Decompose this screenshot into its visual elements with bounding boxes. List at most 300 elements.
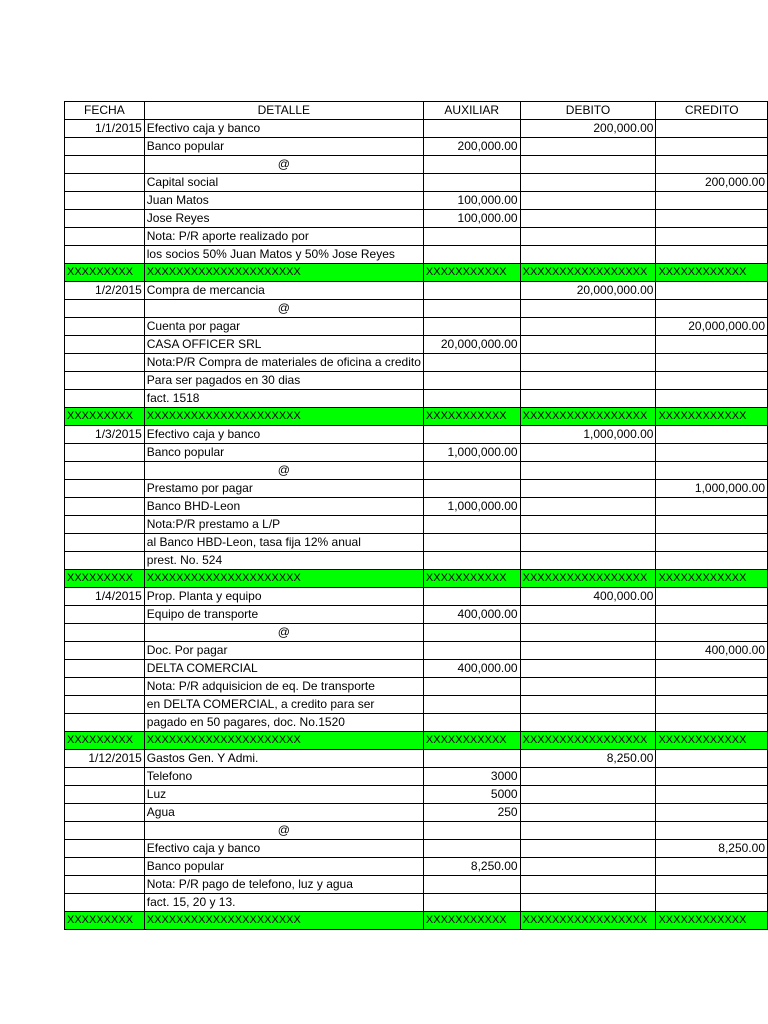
separator-text: XXXXXXXXX [67, 410, 134, 422]
separator-cell [656, 732, 768, 750]
separator-cell [520, 912, 656, 930]
detalle-text: @ [277, 823, 290, 837]
fecha-cell: 1/1/2015 [65, 120, 145, 138]
detalle-cell [144, 786, 423, 804]
fecha-cell [65, 606, 145, 624]
separator-text: XXXXXXXXX [67, 914, 134, 926]
fecha-cell [65, 480, 145, 498]
journal-row [65, 588, 768, 606]
journal-row [65, 750, 768, 768]
auxiliar-cell [423, 156, 520, 174]
separator-text: XXXXXXXXXXXX [658, 734, 747, 746]
debito-cell [520, 894, 656, 912]
separator-cell [144, 732, 423, 750]
journal-row [65, 300, 768, 318]
header-credito: CREDITO [656, 102, 768, 120]
auxiliar-cell [423, 480, 520, 498]
detalle-cell [144, 642, 423, 660]
detalle-cell [144, 768, 423, 786]
journal-table [64, 101, 768, 930]
header-fecha: FECHA [65, 102, 145, 120]
journal-row [65, 822, 768, 840]
separator-cell [656, 408, 768, 426]
detalle-text: Nota: P/R aporte realizado por [146, 229, 309, 243]
debito-cell [520, 462, 656, 480]
detalle-text: fact. 15, 20 y 13. [146, 895, 236, 909]
debito-cell [520, 138, 656, 156]
fecha-cell: 1/2/2015 [65, 282, 145, 300]
credito-cell [656, 282, 768, 300]
auxiliar-cell: 250 [423, 804, 520, 822]
credito-cell [656, 588, 768, 606]
debito-cell: 20,000,000.00 [520, 282, 656, 300]
fecha-cell [65, 768, 145, 786]
journal-row [65, 606, 768, 624]
credito-cell [656, 714, 768, 732]
credito-cell [656, 552, 768, 570]
detalle-cell [144, 282, 423, 300]
separator-text: XXXXXXXXXXXX [658, 410, 747, 422]
header-detalle: DETALLE [144, 102, 423, 120]
detalle-text: prest. No. 524 [146, 553, 223, 567]
debito-cell [520, 678, 656, 696]
debito-cell [520, 822, 656, 840]
detalle-text: @ [277, 463, 290, 477]
debito-cell [520, 840, 656, 858]
detalle-text: Jose Reyes [146, 211, 210, 225]
detalle-cell [144, 750, 423, 768]
header-row [65, 102, 768, 120]
journal-row [65, 444, 768, 462]
separator-text: XXXXXXXXXXXXXXXXXXXXX [146, 572, 301, 584]
auxiliar-cell [423, 696, 520, 714]
detalle-text: Para ser pagados en 30 dias [146, 373, 301, 387]
detalle-cell [144, 858, 423, 876]
journal-row [65, 354, 768, 372]
fecha-cell [65, 174, 145, 192]
auxiliar-cell [423, 300, 520, 318]
detalle-cell [144, 498, 423, 516]
separator-cell [144, 408, 423, 426]
detalle-text: fact. 1518 [146, 391, 200, 405]
separator-row [65, 570, 768, 588]
debito-cell [520, 336, 656, 354]
separator-cell [65, 264, 145, 282]
journal-row [65, 804, 768, 822]
detalle-cell [144, 120, 423, 138]
detalle-cell [144, 534, 423, 552]
detalle-text: al Banco HBD-Leon, tasa fija 12% anual [146, 535, 361, 549]
auxiliar-cell [423, 228, 520, 246]
journal-row [65, 660, 768, 678]
detalle-text: Efectivo caja y banco [146, 121, 261, 135]
separator-text: XXXXXXXXXXXXXXXXXXXXX [146, 410, 301, 422]
journal-row [65, 516, 768, 534]
detalle-text: Juan Matos [146, 193, 209, 207]
credito-cell [656, 696, 768, 714]
debito-cell [520, 696, 656, 714]
detalle-text: Telefono [146, 769, 193, 783]
separator-row [65, 408, 768, 426]
auxiliar-cell [423, 282, 520, 300]
separator-cell [144, 264, 423, 282]
journal-row [65, 336, 768, 354]
separator-cell [656, 912, 768, 930]
fecha-cell [65, 858, 145, 876]
header-auxiliar: AUXILIAR [423, 102, 520, 120]
credito-cell [656, 498, 768, 516]
credito-cell [656, 228, 768, 246]
auxiliar-cell [423, 876, 520, 894]
credito-cell [656, 372, 768, 390]
separator-text: XXXXXXXXXXX [425, 266, 507, 278]
auxiliar-cell: 1,000,000.00 [423, 444, 520, 462]
detalle-cell [144, 606, 423, 624]
separator-cell [65, 570, 145, 588]
separator-text: XXXXXXXXXXXXXXXXXXXXX [146, 914, 301, 926]
fecha-cell [65, 822, 145, 840]
debito-cell [520, 624, 656, 642]
separator-cell [520, 570, 656, 588]
credito-cell [656, 354, 768, 372]
debito-cell [520, 534, 656, 552]
debito-cell [520, 876, 656, 894]
detalle-cell [144, 678, 423, 696]
detalle-text: Banco popular [146, 139, 225, 153]
detalle-cell [144, 156, 423, 174]
separator-cell [65, 408, 145, 426]
auxiliar-cell [423, 426, 520, 444]
separator-text: XXXXXXXXXXX [425, 734, 507, 746]
fecha-cell [65, 462, 145, 480]
auxiliar-cell [423, 534, 520, 552]
fecha-cell [65, 318, 145, 336]
detalle-cell [144, 372, 423, 390]
detalle-cell [144, 138, 423, 156]
fecha-cell [65, 714, 145, 732]
separator-cell [520, 264, 656, 282]
detalle-text: Efectivo caja y banco [146, 841, 261, 855]
fecha-cell [65, 660, 145, 678]
detalle-cell [144, 516, 423, 534]
detalle-cell [144, 246, 423, 264]
auxiliar-cell [423, 840, 520, 858]
separator-cell [520, 408, 656, 426]
debito-cell [520, 354, 656, 372]
auxiliar-cell [423, 894, 520, 912]
credito-cell: 20,000,000.00 [656, 318, 768, 336]
debito-cell [520, 300, 656, 318]
fecha-cell [65, 642, 145, 660]
debito-cell: 8,250.00 [520, 750, 656, 768]
fecha-cell [65, 624, 145, 642]
detalle-text: Prestamo por pagar [146, 481, 253, 495]
auxiliar-cell [423, 714, 520, 732]
detalle-cell [144, 552, 423, 570]
debito-cell [520, 480, 656, 498]
detalle-text: @ [277, 301, 290, 315]
journal-row [65, 318, 768, 336]
debito-cell [520, 390, 656, 408]
journal-row [65, 426, 768, 444]
auxiliar-cell: 200,000.00 [423, 138, 520, 156]
debito-cell [520, 156, 656, 174]
detalle-cell [144, 300, 423, 318]
detalle-cell [144, 588, 423, 606]
detalle-text: pagado en 50 pagares, doc. No.1520 [146, 715, 345, 729]
debito-cell [520, 174, 656, 192]
journal-row [65, 768, 768, 786]
journal-body [65, 120, 768, 930]
journal-row [65, 228, 768, 246]
journal-row [65, 462, 768, 480]
separator-cell [423, 264, 520, 282]
credito-cell [656, 300, 768, 318]
fecha-cell [65, 336, 145, 354]
debito-cell: 200,000.00 [520, 120, 656, 138]
journal-row [65, 156, 768, 174]
separator-cell [423, 732, 520, 750]
credito-cell [656, 426, 768, 444]
credito-cell [656, 534, 768, 552]
auxiliar-cell [423, 750, 520, 768]
credito-cell [656, 120, 768, 138]
fecha-cell [65, 534, 145, 552]
credito-cell [656, 606, 768, 624]
detalle-cell [144, 444, 423, 462]
fecha-cell [65, 804, 145, 822]
detalle-cell [144, 354, 423, 372]
journal-row [65, 678, 768, 696]
credito-cell [656, 660, 768, 678]
detalle-cell [144, 696, 423, 714]
credito-cell: 8,250.00 [656, 840, 768, 858]
detalle-text: los socios 50% Juan Matos y 50% Jose Reyes [146, 247, 395, 261]
journal-row [65, 138, 768, 156]
credito-cell [656, 750, 768, 768]
detalle-cell [144, 624, 423, 642]
separator-text: XXXXXXXXXXXX [658, 266, 747, 278]
fecha-cell [65, 192, 145, 210]
separator-cell [423, 570, 520, 588]
auxiliar-cell [423, 642, 520, 660]
debito-cell [520, 516, 656, 534]
detalle-text: Banco BHD-Leon [146, 499, 241, 513]
credito-cell: 200,000.00 [656, 174, 768, 192]
auxiliar-cell [423, 516, 520, 534]
separator-row [65, 264, 768, 282]
debito-cell [520, 210, 656, 228]
detalle-text: en DELTA COMERCIAL, a credito para ser [146, 697, 375, 711]
detalle-text: Cuenta por pagar [146, 319, 241, 333]
separator-cell [656, 570, 768, 588]
detalle-text: Banco popular [146, 445, 225, 459]
journal-row [65, 714, 768, 732]
separator-text: XXXXXXXXXXXXXXXXX [522, 572, 648, 584]
detalle-cell [144, 192, 423, 210]
debito-cell [520, 246, 656, 264]
fecha-cell [65, 786, 145, 804]
detalle-cell [144, 318, 423, 336]
detalle-cell [144, 210, 423, 228]
detalle-cell [144, 876, 423, 894]
credito-cell [656, 678, 768, 696]
auxiliar-cell [423, 588, 520, 606]
credito-cell: 400,000.00 [656, 642, 768, 660]
detalle-text: @ [277, 625, 290, 639]
auxiliar-cell: 1,000,000.00 [423, 498, 520, 516]
journal-row [65, 858, 768, 876]
detalle-cell [144, 426, 423, 444]
detalle-cell [144, 714, 423, 732]
separator-text: XXXXXXXXXXXXXXXXX [522, 734, 648, 746]
fecha-cell [65, 552, 145, 570]
detalle-cell [144, 480, 423, 498]
debito-cell [520, 858, 656, 876]
header-debito: DEBITO [520, 102, 656, 120]
auxiliar-cell: 100,000.00 [423, 192, 520, 210]
journal-row [65, 696, 768, 714]
credito-cell [656, 336, 768, 354]
fecha-cell [65, 210, 145, 228]
separator-row [65, 732, 768, 750]
journal-row [65, 120, 768, 138]
separator-text: XXXXXXXXXXXXXXXXXXXXX [146, 266, 301, 278]
separator-cell [65, 732, 145, 750]
detalle-cell [144, 804, 423, 822]
debito-cell [520, 804, 656, 822]
detalle-text: Banco popular [146, 859, 225, 873]
journal-row [65, 174, 768, 192]
auxiliar-cell: 8,250.00 [423, 858, 520, 876]
journal-row [65, 246, 768, 264]
debito-cell [520, 642, 656, 660]
debito-cell [520, 228, 656, 246]
fecha-cell [65, 894, 145, 912]
credito-cell [656, 894, 768, 912]
detalle-text: Nota: P/R adquisicion de eq. De transporte [146, 679, 375, 693]
credito-cell [656, 210, 768, 228]
auxiliar-cell: 100,000.00 [423, 210, 520, 228]
separator-text: XXXXXXXXX [67, 266, 134, 278]
auxiliar-cell: 20,000,000.00 [423, 336, 520, 354]
detalle-cell [144, 174, 423, 192]
credito-cell [656, 822, 768, 840]
fecha-cell [65, 696, 145, 714]
debito-cell [520, 606, 656, 624]
separator-cell [144, 570, 423, 588]
fecha-cell [65, 300, 145, 318]
fecha-cell [65, 228, 145, 246]
separator-cell [656, 264, 768, 282]
auxiliar-cell [423, 624, 520, 642]
fecha-cell [65, 372, 145, 390]
separator-cell [65, 912, 145, 930]
credito-cell [656, 876, 768, 894]
fecha-cell [65, 156, 145, 174]
auxiliar-cell [423, 678, 520, 696]
separator-text: XXXXXXXXXXXXXXXXX [522, 914, 648, 926]
auxiliar-cell [423, 246, 520, 264]
credito-cell [656, 444, 768, 462]
auxiliar-cell [423, 354, 520, 372]
debito-cell: 1,000,000.00 [520, 426, 656, 444]
debito-cell [520, 786, 656, 804]
debito-cell [520, 768, 656, 786]
separator-text: XXXXXXXXXXX [425, 410, 507, 422]
journal-row [65, 192, 768, 210]
detalle-text: Doc. Por pagar [146, 643, 228, 657]
journal-row [65, 552, 768, 570]
separator-text: XXXXXXXXXXXXXXXXX [522, 410, 648, 422]
detalle-text: Equipo de transporte [146, 607, 259, 621]
credito-cell [656, 768, 768, 786]
auxiliar-cell [423, 822, 520, 840]
detalle-text: Compra de mercancia [146, 283, 265, 297]
journal-row [65, 642, 768, 660]
fecha-cell: 1/4/2015 [65, 588, 145, 606]
debito-cell [520, 498, 656, 516]
detalle-text: Capital social [146, 175, 219, 189]
auxiliar-cell: 400,000.00 [423, 606, 520, 624]
detalle-text: Efectivo caja y banco [146, 427, 261, 441]
separator-text: XXXXXXXXXXXX [658, 914, 747, 926]
debito-cell [520, 372, 656, 390]
detalle-text: Nota: P/R pago de telefono, luz y agua [146, 877, 353, 891]
debito-cell [520, 192, 656, 210]
debito-cell: 400,000.00 [520, 588, 656, 606]
fecha-cell [65, 354, 145, 372]
detalle-cell [144, 336, 423, 354]
separator-text: XXXXXXXXX [67, 734, 134, 746]
journal-row [65, 624, 768, 642]
journal-row [65, 786, 768, 804]
detalle-text: Agua [146, 805, 175, 819]
separator-row [65, 912, 768, 930]
credito-cell [656, 804, 768, 822]
separator-cell [423, 912, 520, 930]
auxiliar-cell [423, 552, 520, 570]
auxiliar-cell: 3000 [423, 768, 520, 786]
debito-cell [520, 714, 656, 732]
auxiliar-cell: 5000 [423, 786, 520, 804]
fecha-cell [65, 876, 145, 894]
fecha-cell [65, 678, 145, 696]
fecha-cell: 1/3/2015 [65, 426, 145, 444]
detalle-text: Nota:P/R Compra de materiales de oficina a credito [146, 355, 421, 369]
auxiliar-cell [423, 120, 520, 138]
debito-cell [520, 552, 656, 570]
fecha-cell: 1/12/2015 [65, 750, 145, 768]
detalle-text: Luz [146, 787, 167, 801]
auxiliar-cell [423, 318, 520, 336]
auxiliar-cell [423, 174, 520, 192]
credito-cell [656, 390, 768, 408]
separator-text: XXXXXXXXXXXX [658, 572, 747, 584]
credito-cell [656, 624, 768, 642]
debito-cell [520, 318, 656, 336]
detalle-cell [144, 894, 423, 912]
credito-cell [656, 246, 768, 264]
detalle-cell [144, 390, 423, 408]
journal-row [65, 840, 768, 858]
fecha-cell [65, 246, 145, 264]
auxiliar-cell: 400,000.00 [423, 660, 520, 678]
fecha-cell [65, 498, 145, 516]
auxiliar-cell [423, 372, 520, 390]
credito-cell [656, 156, 768, 174]
journal-row [65, 390, 768, 408]
